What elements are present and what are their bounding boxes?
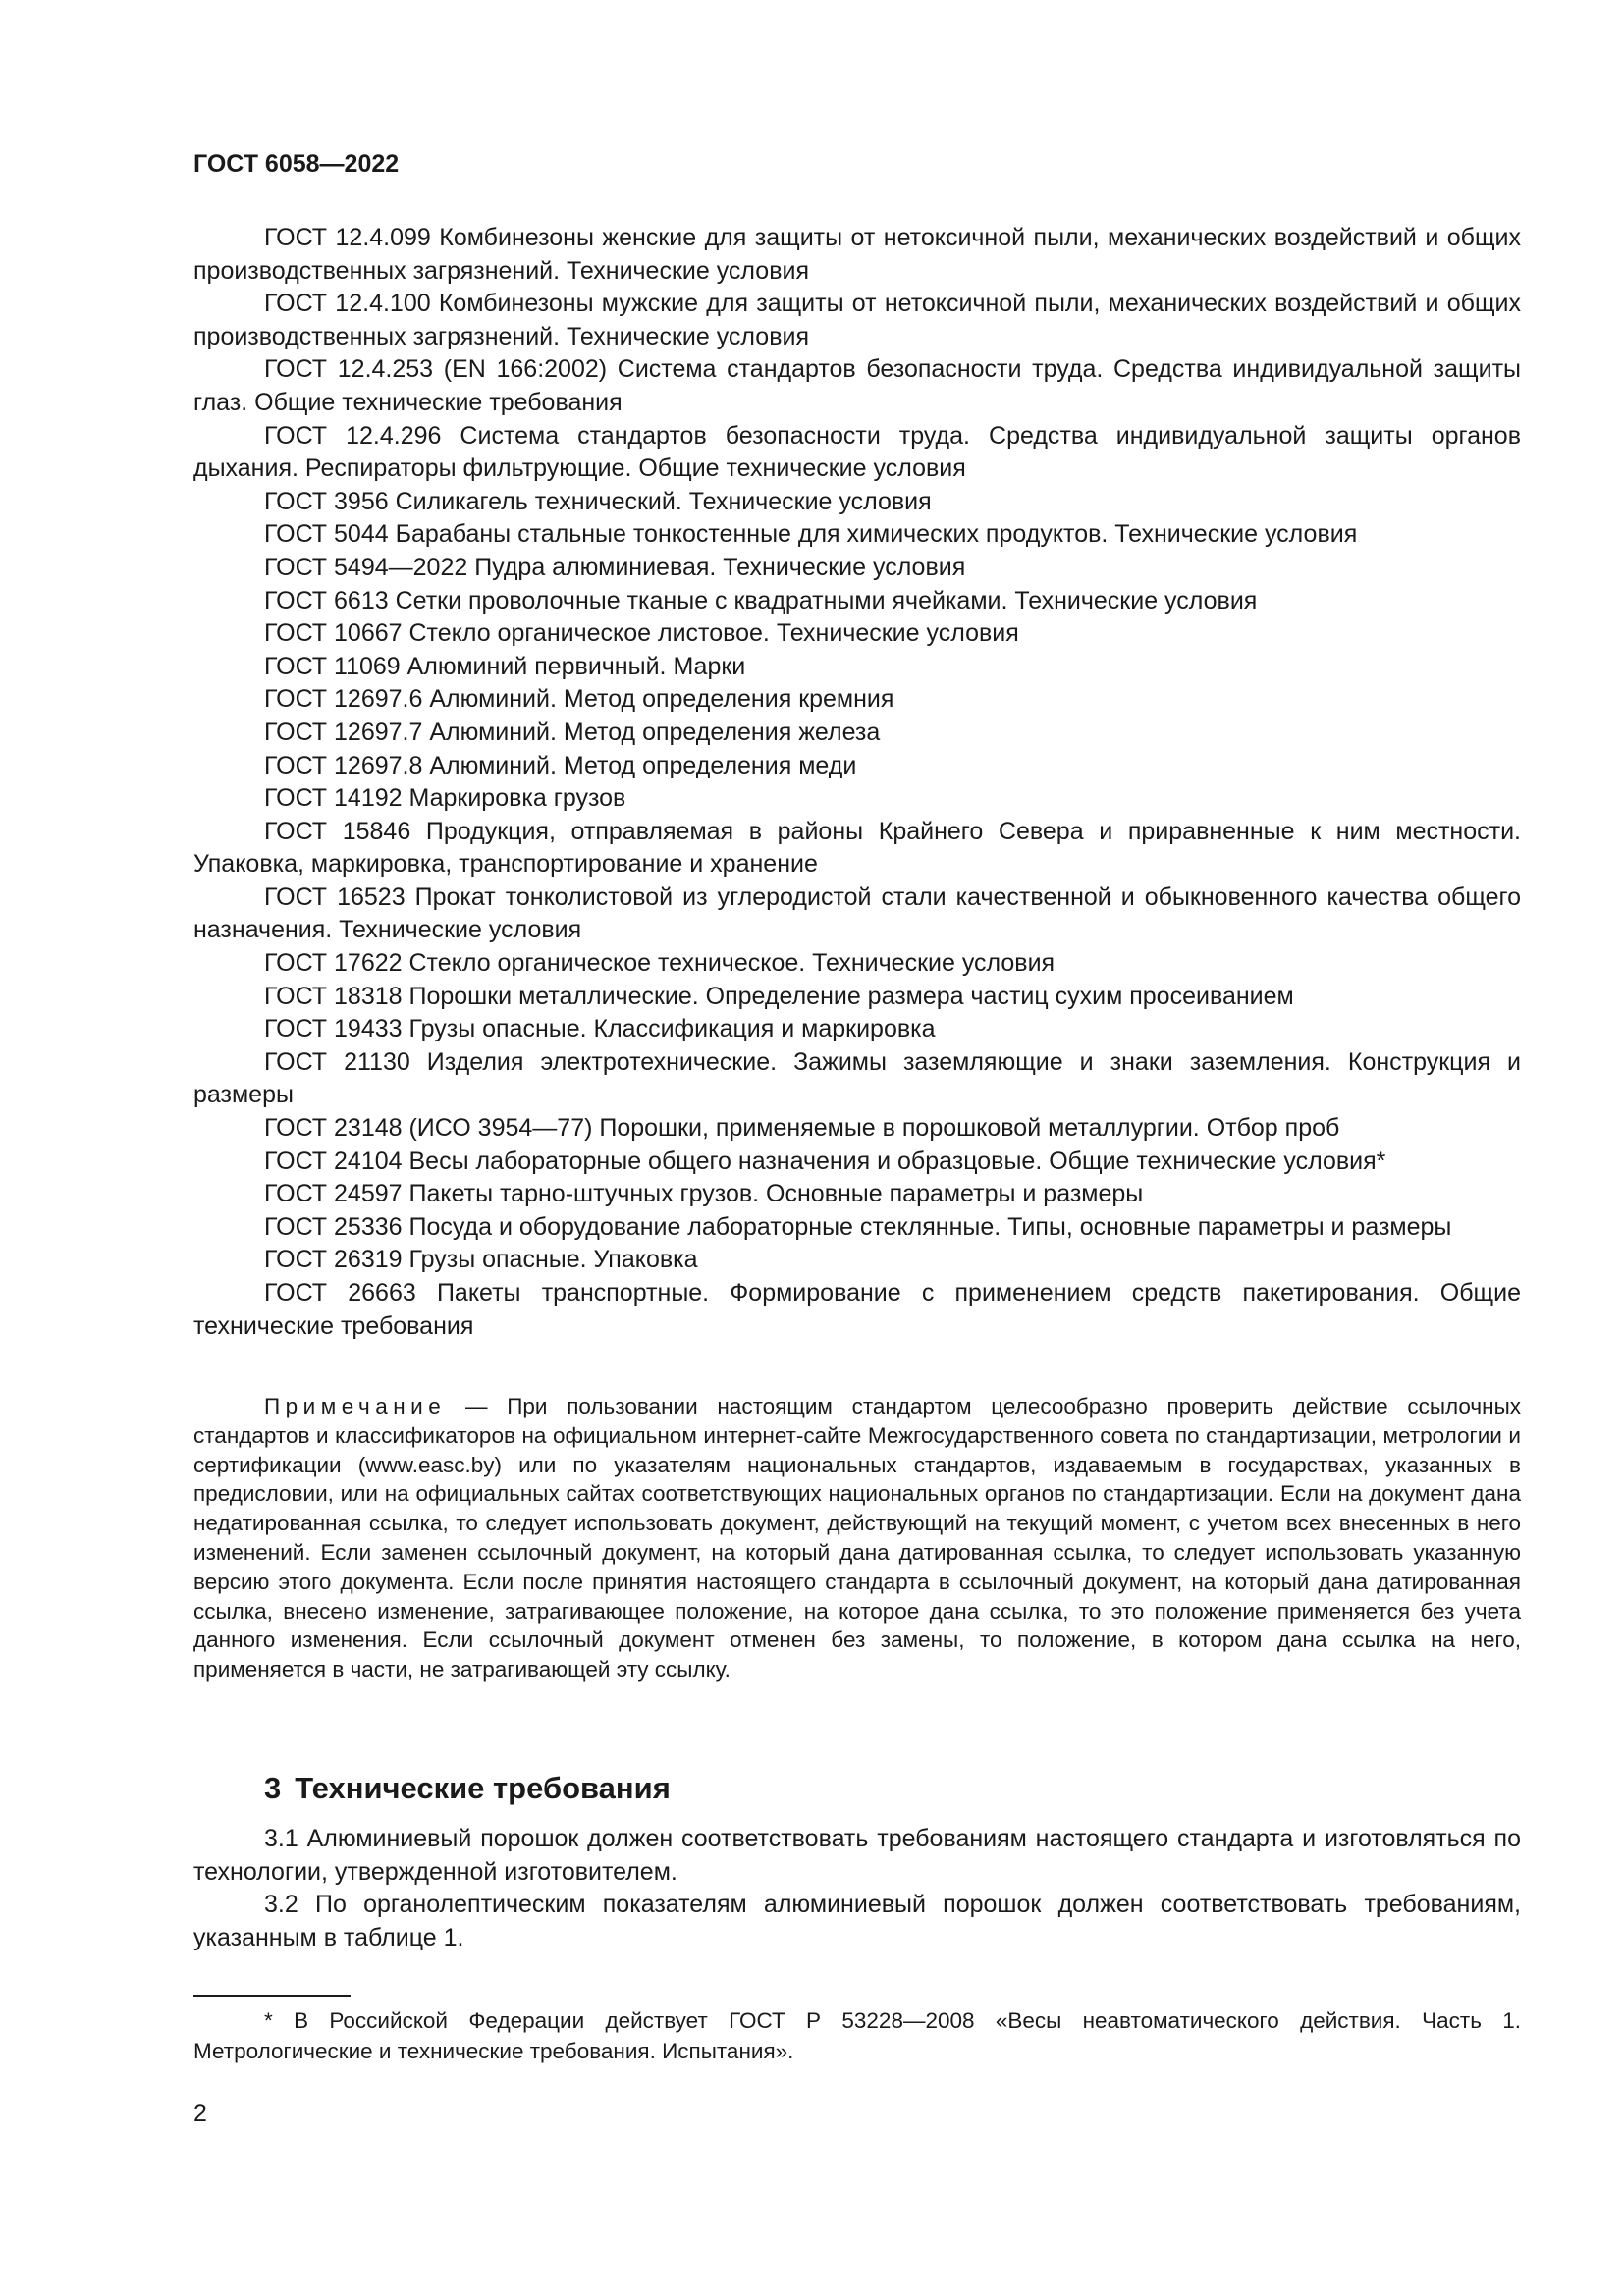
reference-item: ГОСТ 15846 Продукция, отправляемая в районы Крайнего Севера и приравненные к ним местности. Упаковка, маркировка, транспортирование и хранение <box>193 817 1521 879</box>
footnote-divider <box>193 1995 351 1997</box>
note-label: Примечание <box>264 1394 447 1418</box>
reference-item: ГОСТ 12697.6 Алюминий. Метод определения кремния <box>264 685 894 714</box>
reference-item: ГОСТ 21130 Изделия электротехнические. Зажимы заземляющие и знаки заземления. Конструкция и размеры <box>193 1047 1521 1109</box>
section-clauses <box>193 1823 1521 1954</box>
reference-item: ГОСТ 12697.8 Алюминий. Метод определения меди <box>264 751 857 779</box>
page-number: 2 <box>193 2100 207 2127</box>
reference-item: ГОСТ 12.4.296 Система стандартов безопасности труда. Средства индивидуальной защиты органов дыхания. Респираторы фильтрующие. Общие технические условия <box>193 421 1521 483</box>
reference-item: ГОСТ 3956 Силикагель технический. Технические условия <box>264 487 932 515</box>
reference-item: ГОСТ 26319 Грузы опасные. Упаковка <box>264 1246 698 1274</box>
reference-item: ГОСТ 12.4.100 Комбинезоны мужские для защиты от нетоксичной пыли, механических воздействий и общих производственных загрязнений. Технические условия <box>193 290 1521 350</box>
note-text: — При пользовании настоящим стандартом целесообразно проверить действие ссылочных стандартов и классификаторов на официальном интернет-сайте Межгосударственного совета по стандартизации, метрологии и сертификации (www.easc.by) или по указателям национальных стандартов, издаваемым в государствах, указанных в предисловии, или на официальных сайтах соответствующих национальных органов по стандартизации. Если на документ дана недатированная ссылка, то следует использовать документ, действующий на текущий момент, с учетом всех внесенных в него изменений. Если заменен ссылочный документ, на который дана датированная ссылка, то следует использовать указанную версию этого документа. Если после принятия настоящего стандарта в ссылочный документ, на который дана датированная ссылка, внесено изменение, затрагивающее положение, на которое дана ссылка, то это положение применяется без учета данного изменения. Если ссылочный документ отменен без замены, то положение, в котором дана ссылка на него, применяется в части, не затрагивающей эту ссылку. <box>193 1394 1521 1682</box>
reference-item: ГОСТ 23148 (ИСО 3954—77) Порошки, применяемые в порошковой металлургии. Отбор проб <box>264 1114 1340 1143</box>
reference-item: ГОСТ 18318 Порошки металлические. Определение размера частиц сухим просеиванием <box>264 982 1294 1010</box>
section-number: 3 <box>264 1771 282 1805</box>
reference-item: ГОСТ 6613 Сетки проволочные тканые с квадратными ячейками. Технические условия <box>264 586 1258 614</box>
reference-item: ГОСТ 16523 Прокат тонколистовой из углеродистой стали качественной и обыкновенного качества общего назначения. Технические условия <box>193 882 1521 944</box>
reference-item: ГОСТ 19433 Грузы опасные. Классификация и маркировка <box>264 1015 936 1043</box>
running-header: ГОСТ 6058—2022 <box>193 150 400 178</box>
reference-item: ГОСТ 14192 Маркировка грузов <box>264 784 626 813</box>
clause-paragraph: 3.1 Алюминиевый порошок должен соответствовать требованиям настоящего стандарта и изготовляться по технологии, утвержденной изготовителем. <box>193 1825 1521 1886</box>
reference-item: ГОСТ 25336 Посуда и оборудование лабораторные стеклянные. Типы, основные параметры и размеры <box>264 1212 1452 1241</box>
reference-item: ГОСТ 24597 Пакеты тарно-штучных грузов. Основные параметры и размеры <box>264 1180 1144 1208</box>
reference-item: ГОСТ 12.4.253 (EN 166:2002) Система стандартов безопасности труда. Средства индивидуальной защиты глаз. Общие технические требования <box>193 355 1521 416</box>
section-heading <box>264 1769 671 1808</box>
reference-item: ГОСТ 26663 Пакеты транспортные. Формирование с применением средств пакетирования. Общие технические требования <box>193 1279 1521 1340</box>
reference-item: ГОСТ 5494—2022 Пудра алюминиевая. Технические условия <box>264 553 966 581</box>
clause-paragraph: 3.2 По органолептическим показателям алюминиевый порошок должен соответствовать требованиям, указанным в таблице 1. <box>193 1891 1521 1951</box>
reference-item: ГОСТ 17622 Стекло органическое техническое. Технические условия <box>264 949 1056 978</box>
reference-item: ГОСТ 10667 Стекло органическое листовое. Технические условия <box>264 619 1019 648</box>
reference-item: ГОСТ 24104 Весы лабораторные общего назначения и образцовые. Общие технические условия* <box>264 1147 1386 1175</box>
section-title-text: Технические требования <box>295 1771 671 1805</box>
reference-item: ГОСТ 12697.7 Алюминий. Метод определения железа <box>264 718 881 746</box>
footnote: * В Российской Федерации действует ГОСТ Р 53228—2008 «Весы неавтоматического действия. Часть 1. Метрологические и технические требования. Испытания». <box>193 2008 1521 2063</box>
reference-item: ГОСТ 11069 Алюминий первичный. Марки <box>264 652 746 680</box>
reference-item: ГОСТ 12.4.099 Комбинезоны женские для защиты от нетоксичной пыли, механических воздействий и общих производственных загрязнений. Технические условия <box>193 224 1521 285</box>
note-paragraph <box>193 1392 1521 1684</box>
normative-references-list <box>193 222 1521 1343</box>
reference-item: ГОСТ 5044 Барабаны стальные тонкостенные для химических продуктов. Технические условия <box>264 520 1358 549</box>
